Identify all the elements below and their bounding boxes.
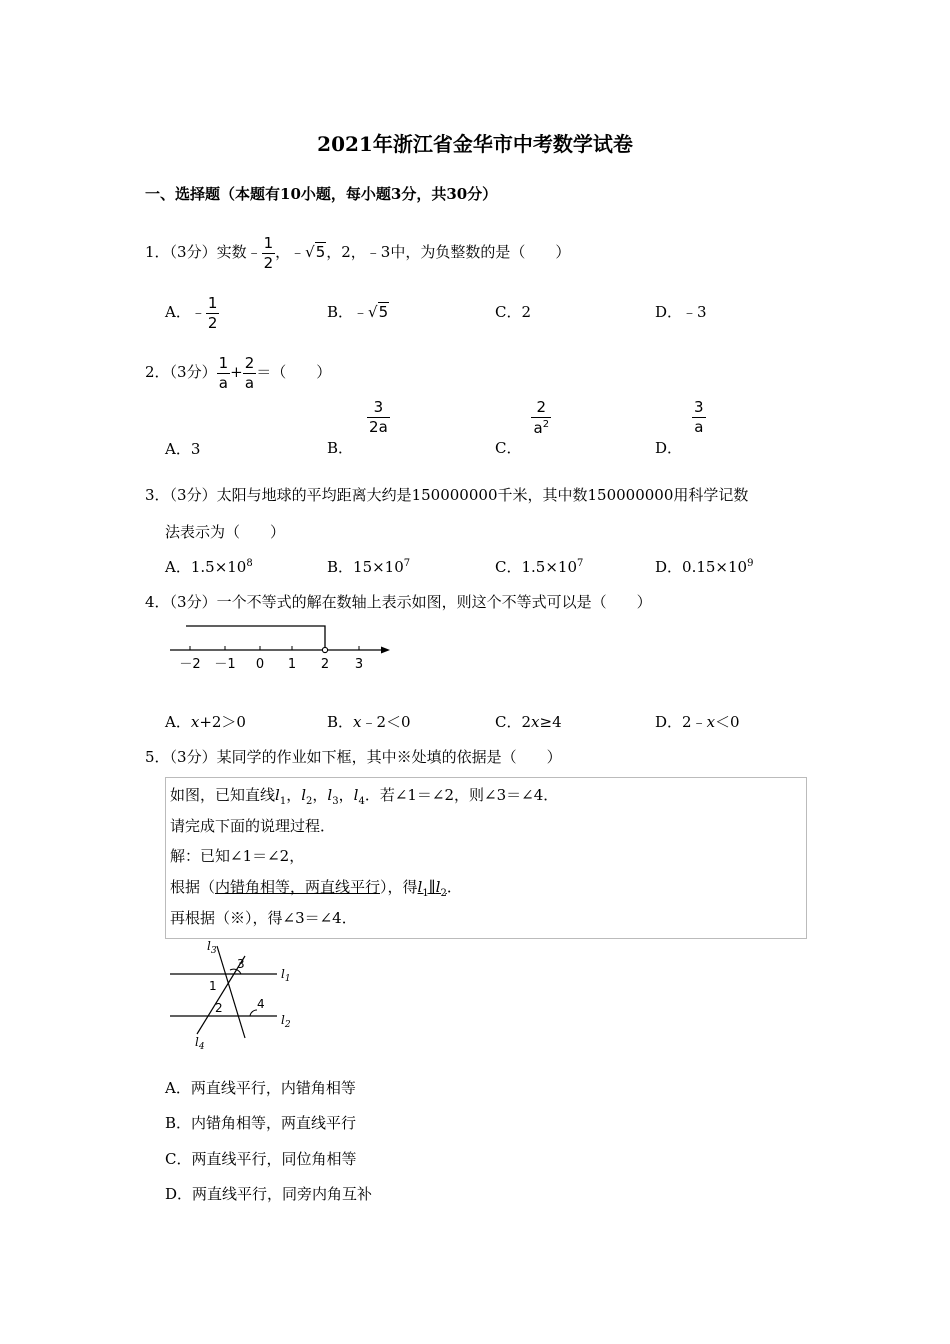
q1-sqrt: √5	[305, 243, 326, 261]
box-line-3: 解：已知∠1＝∠2，	[170, 847, 305, 865]
q4-option-b[interactable]: B．x﹣2＜0	[327, 713, 411, 731]
q3-option-c[interactable]: C．$1.5\times 10^7$	[495, 558, 584, 576]
box-line-5: 再根据（※），得∠3＝∠4．	[170, 909, 357, 927]
q1-option-d[interactable]: D．﹣3	[655, 303, 707, 321]
open-circle	[322, 647, 327, 652]
label-angle-1: 1	[209, 979, 217, 993]
q2-fraction-1: $\frac{1}{a}$	[218, 353, 229, 392]
q2-b-fraction: $\frac{3}{2a}$	[369, 398, 388, 436]
q2-d-fraction: $\frac{3}{a}$	[694, 398, 704, 436]
label-angle-4: 4	[257, 997, 265, 1011]
q5-option-c[interactable]: C．两直线平行，同位角相等	[165, 1150, 357, 1168]
q4-option-d[interactable]: D．2﹣x＜0	[655, 713, 740, 731]
label-angle-2: 2	[215, 1001, 223, 1015]
q4-option-a[interactable]: A．x+2＞0	[165, 713, 246, 731]
label-l1: $l_1$	[281, 967, 291, 984]
q1-option-c[interactable]: C．2	[495, 303, 532, 321]
q5-option-a[interactable]: A．两直线平行，内错角相等	[165, 1079, 356, 1097]
question-5: 5．（3分）某同学的作业如下框，其中※处填的依据是（ ）	[145, 748, 562, 766]
q4-option-c[interactable]: C．2x≥4	[495, 713, 562, 731]
q3-option-b[interactable]: B．$15\times 10^7$	[327, 558, 411, 576]
q2-option-a[interactable]: A．3	[165, 440, 201, 458]
page-title: 2021年浙江省金华市中考数学试卷	[317, 132, 633, 156]
q1-a-fraction: $\frac{1}{2}$	[207, 293, 218, 332]
box-line-1: 如图，已知直线$l_1$，$l_2$，$l_3$，$l_4$．若∠1＝∠2，则∠3＝∠4．	[170, 786, 559, 807]
q1-option-b[interactable]: B．﹣√5	[327, 282, 389, 342]
q2-fraction-2: $\frac{2}{a}$	[244, 353, 255, 392]
label-angle-3: 3	[237, 957, 245, 971]
section-heading: 一、选择题（本题有10小题，每小题3分，共30分）	[145, 185, 498, 203]
q2-option-b[interactable]: B． $\frac{3}{2a}$	[327, 398, 388, 457]
q3-option-a[interactable]: A．$1.5\times 10^8$	[165, 558, 253, 576]
q1-text-mid: ，﹣	[275, 243, 306, 261]
q1-text-post: ，2，﹣3中，为负整数的是（ ）	[326, 243, 571, 261]
tick-label: 2	[320, 657, 330, 672]
question-1	[145, 222, 570, 282]
tick-label: 0	[255, 657, 265, 672]
question-4: 4．（3分）一个不等式的解在数轴上表示如图，则这个不等式可以是（ ）	[145, 593, 652, 611]
parallel-lines-figure	[165, 938, 305, 1053]
box-line-4: 根据（内错角相等，两直线平行），得$l_1\parallel l_2$．	[170, 878, 462, 899]
q5-option-d[interactable]: D．两直线平行，同旁内角互补	[165, 1185, 373, 1203]
tick-label: 3	[354, 657, 364, 672]
label-l2: $l_2$	[281, 1013, 291, 1030]
label-l3: $l_3$	[207, 939, 217, 956]
q5-option-b[interactable]: B．内错角相等，两直线平行	[165, 1114, 357, 1132]
q1-text-pre: （3分）实数﹣	[169, 243, 262, 261]
solution-bracket	[186, 626, 325, 648]
q3-option-d[interactable]: D．$0.15\times 10^9$	[655, 558, 754, 576]
tick-label: －2	[179, 657, 201, 672]
number-line-figure	[168, 620, 398, 675]
q1-fraction: $\frac{1}{2}$	[263, 233, 274, 272]
q1-number: 1．	[145, 243, 170, 261]
q2-option-c[interactable]: C． $\frac{2}{a^2}$	[495, 398, 550, 457]
q1-b-sqrt: √5	[368, 303, 389, 321]
tick-label: 1	[287, 657, 297, 672]
number-line-arrow	[381, 647, 390, 654]
label-l4: $l_4$	[195, 1035, 205, 1052]
tick-label: －1	[214, 657, 236, 672]
box-line-2: 请完成下面的说理过程．	[170, 817, 336, 835]
question-3: 3．（3分）太阳与地球的平均距离大约是150000000千米，其中数150000000用科学记数	[145, 486, 749, 504]
question-3-line-2: 法表示为（ ）	[165, 523, 286, 541]
angle-4-arc	[250, 1010, 257, 1016]
q2-c-fraction: $\frac{2}{a^2}$	[533, 398, 550, 437]
q2-option-d[interactable]: D． $\frac{3}{a}$	[655, 398, 704, 457]
q1-option-a[interactable]: A．﹣ $\frac{1}{2}$	[165, 293, 218, 332]
question-2: 2．（3分） $\frac{1}{a}$ + $\frac{2}{a}$ ＝（ ）	[145, 353, 332, 392]
